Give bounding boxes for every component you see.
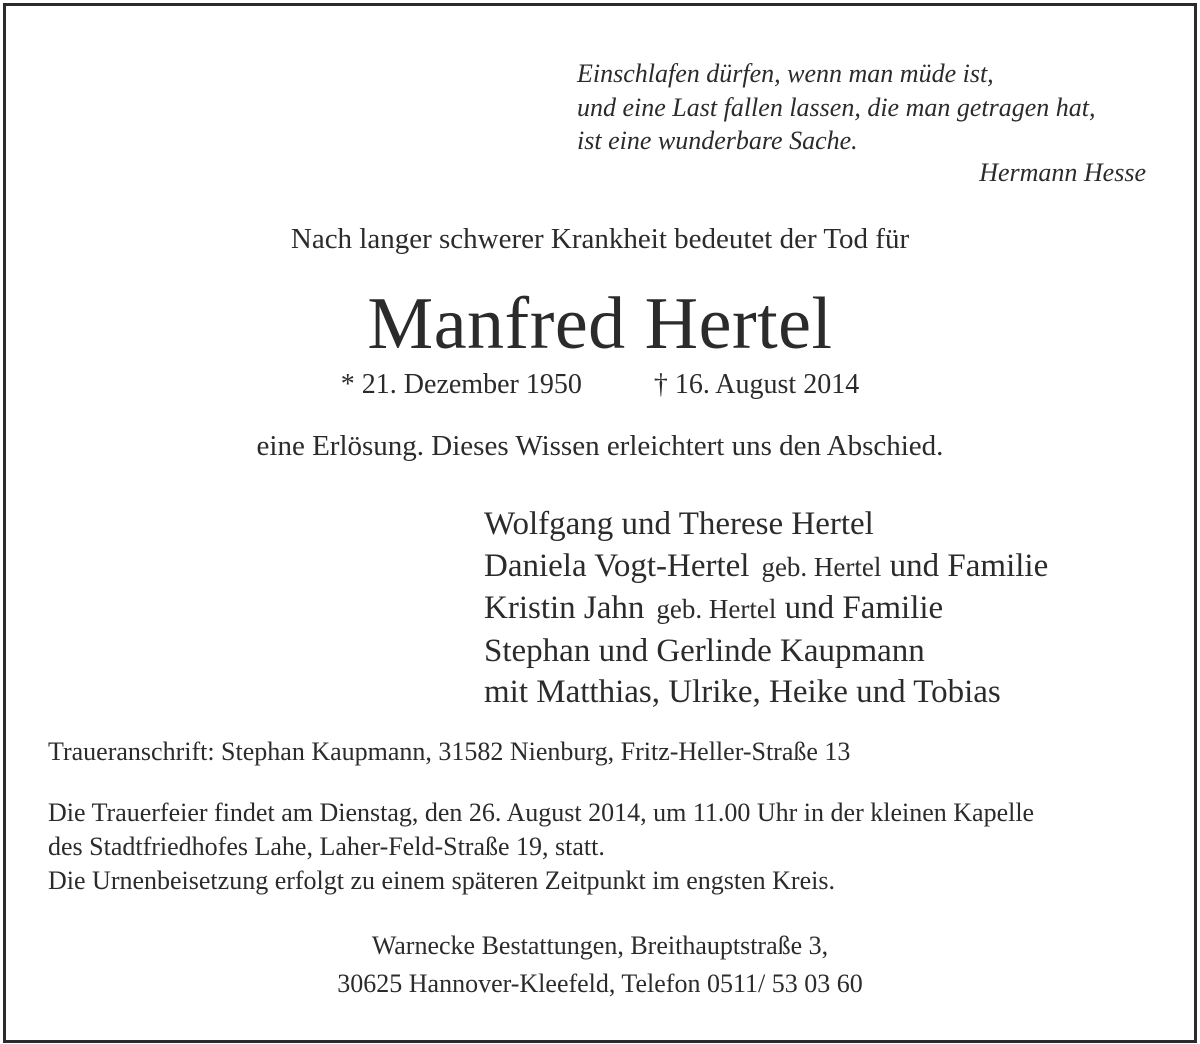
quote-line: und eine Last fallen lassen, die man getragen hat, [577, 92, 1096, 122]
family-member [484, 588, 1048, 631]
closing-text: eine Erlösung. Dieses Wissen erleichtert uns den Abschied. [256, 430, 944, 462]
death-date: † 16. August 2014 [653, 369, 860, 400]
family-member: mit Matthias, Ulrike, Heike und Tobias [484, 674, 1001, 710]
family-member: Stephan und Gerlinde Kaupmann [484, 632, 925, 669]
mourning-address: Traueranschrift: Stephan Kaupmann, 31582 Nienburg, Fritz-Heller-Straße 13 [48, 737, 851, 766]
intro-text: Nach langer schwerer Krankheit bedeutet der Tod für [290, 223, 910, 255]
quote-line: ist eine wunderbare Sache. [577, 126, 858, 155]
deceased-name: Manfred Hertel [367, 283, 833, 365]
member-suffix: und Familie [889, 547, 1049, 584]
life-dates [0, 369, 1200, 401]
member-suffix: und Familie [784, 590, 944, 626]
undertaker-line: 30625 Hannover-Kleefeld, Telefon 0511/ 53 03 60 [337, 969, 863, 998]
family-member [484, 546, 1048, 589]
hesse-quote [577, 57, 1096, 158]
ceremony-line: Die Trauerfeier findet am Dienstag, den 26. August 2014, um 11.00 Uhr in der kleinen Kapelle [48, 798, 1035, 827]
member-name: Kristin Jahn [484, 590, 645, 626]
ceremony-line: des Stadtfriedhofes Lahe, Laher-Feld-Straße 19, statt. [48, 832, 605, 861]
family-list [484, 504, 1048, 714]
nee-label: geb. Hertel [761, 551, 882, 582]
quote-line: Einschlafen dürfen, wenn man müde ist, [577, 59, 994, 88]
nee-label: geb. Hertel [656, 594, 777, 624]
family-member: Wolfgang und Therese Hertel [484, 506, 874, 542]
undertaker-info [0, 927, 1200, 1003]
ceremony-line: Die Urnenbeisetzung erfolgt zu einem späteren Zeitpunkt im engsten Kreis. [48, 866, 835, 895]
undertaker-line: Warnecke Bestattungen, Breithauptstraße 3, [371, 931, 829, 960]
member-name: Daniela Vogt-Hertel [484, 547, 750, 584]
ceremony-info [48, 796, 1034, 898]
quote-author: Hermann Hesse [979, 158, 1146, 187]
birth-date: * 21. Dezember 1950 [340, 369, 582, 400]
